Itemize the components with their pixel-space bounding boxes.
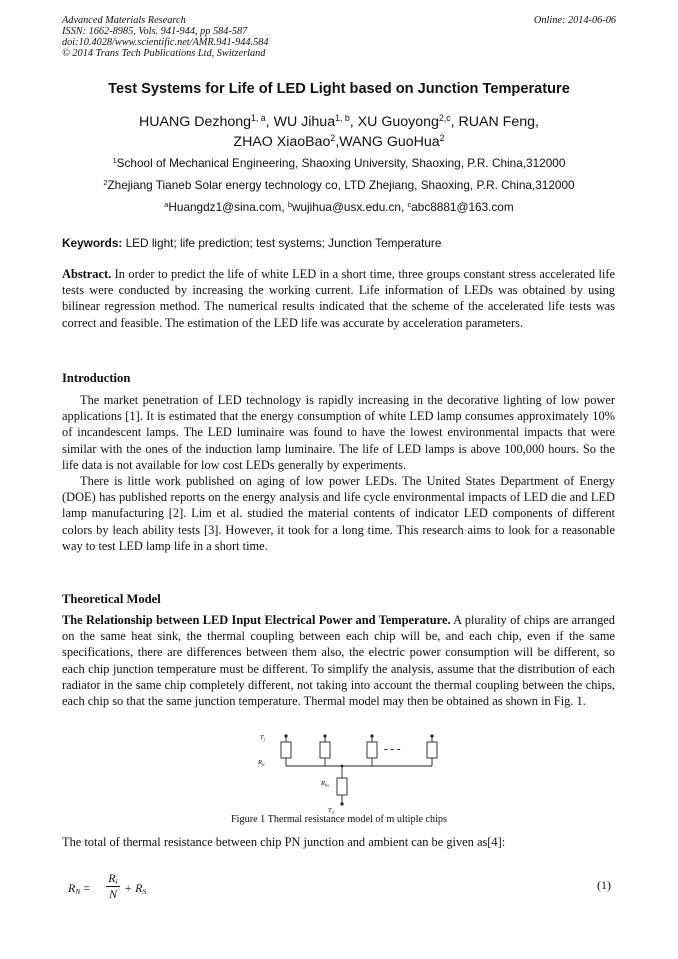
author-line-2 (0, 132, 678, 152)
affiliation-mark: 1 (112, 155, 117, 165)
author-name: HUANG Dezhong (139, 114, 252, 130)
author-affil-mark: 2,c (438, 113, 451, 124)
ellipsis-dots: - - - (384, 743, 401, 755)
equation-1 (62, 872, 615, 902)
journal-header (62, 15, 616, 59)
equation-rhs: + $R_S$ (124, 881, 147, 896)
author-list (0, 112, 678, 152)
copyright-line: © 2014 Trans Tech Publications Ltd, Switzerland (62, 48, 266, 59)
keywords-label: Keywords: (62, 236, 123, 250)
author-name: , XU Guoyong (349, 114, 439, 130)
abstract-label: Abstract. (62, 267, 112, 281)
author-name: ,WANG GuoHua (335, 134, 440, 150)
equation-fraction: $R_i$ N (106, 872, 120, 901)
figure-caption: Figure 1 Thermal resistance model of m ultiple chips (231, 814, 447, 825)
paragraph: There is little work published on aging of low power LEDs. The United States Department of Energy (DOE) has published reports on the energy analysis and life cycle environmental impacts of LED die and LED lamp manufacturing [2]. Lim et al. studied the material contents of indicator LED components of different colors by leach ability tests [3]. However, it took for a long time. This research aims to look for a reasonable way to test LED lamp life in a short time. (62, 474, 615, 553)
paragraph: The market penetration of LED technology is rapidly increasing in the decorative lighting of low power applications [1]. It is estimated that the energy consumption of white LED lamp consumes approximately 10% of incandescent lamps. The LED luminaire was found to have the lowest environmental impacts that were similar with the ones of the induction lamp luminaire. The life of LED lamps is above 100,000 hours. So the life data is not available for low cost LEDs generally by experiments. (62, 393, 615, 472)
author-affil-mark: 2 (439, 133, 445, 144)
paragraph: A plurality of chips are arranged on the same heat sink, the thermal coupling between each chip will be, and each chip, even if the same specifications, there are differences between them also, the electric power consumption will be different, so each chip junction temperature must be different. To simplify the analysis, assume that the distribution of each radiator in the same chip completely different, not taking into account the thermal coupling between the chips, each chip so that the same junction temperature. Thermal model may then be obtained as shown in Fig. 1. (62, 613, 615, 709)
label-ta: $T_a$ (328, 807, 334, 815)
keywords-text: LED light; life prediction; test systems; Junction Temperature (122, 236, 442, 250)
doi-line: doi:10.4028/www.scientific.net/AMR.941-944.584 (62, 37, 269, 48)
subsection-label: The Relationship between LED Input Electrical Power and Temperature. (62, 613, 451, 627)
author-name: , WU Jihua (265, 114, 336, 130)
issn-line: ISSN: 1662-8985, Vols. 941-944, pp 584-587 (62, 26, 248, 37)
introduction-body (62, 392, 615, 554)
theory-body (62, 612, 615, 709)
equation-number: (1) (597, 878, 611, 892)
email-a: Huangdz1@sina.com, (168, 200, 288, 214)
email-mark: a (164, 199, 169, 209)
section-heading-introduction: Introduction (62, 371, 131, 385)
affiliation-2 (0, 178, 678, 192)
online-date: Online: 2014-06-06 (533, 15, 616, 26)
equation-lhs: $R_N$ = (68, 881, 91, 896)
paper-title: Test Systems for Life of LED Light based on Junction Temperature (108, 81, 570, 97)
abstract-text: In order to predict the life of white LED in a short time, three groups constant stress accelerated life tests were conducted by increasing the working current. Life information of LEDs was obtained by using bilinear regression method. The numerical results indicated that the scheme of the accelerated life tests was correct and feasible. The estimation of the LED life was accurate by acceleration parameters. (62, 267, 615, 330)
author-line-1 (0, 112, 678, 132)
keywords (62, 236, 441, 250)
email-mark: c (407, 199, 412, 209)
journal-name: Advanced Materials Research (62, 15, 186, 26)
email-b: wujihua@usx.edu.cn, (291, 200, 408, 214)
author-name: , RUAN Feng, (450, 114, 539, 130)
author-affil-mark: 1, b (335, 113, 350, 124)
affiliation-text: School of Mechanical Engineering, Shaoxing University, Shaoxing, P.R. China,312000 (116, 156, 566, 170)
abstract (62, 266, 615, 331)
email-c: abc8881@163.com (411, 200, 514, 214)
author-name: ZHAO XiaoBao (233, 134, 331, 150)
affiliation-mark: 2 (103, 177, 108, 187)
label-rjc: $R_{jc}$ (258, 759, 266, 767)
author-affil-mark: 2 (330, 133, 336, 144)
section-heading-theoretical-model: Theoretical Model (62, 592, 161, 606)
label-tj: $T_j$ (260, 734, 265, 742)
affiliation-text: Zhejiang Tianeb Solar energy technology co, LTD Zhejiang, Shaoxing, P.R. China,312000 (107, 178, 575, 192)
email-line (0, 200, 678, 214)
body-text-after-figure: The total of thermal resistance between chip PN junction and ambient can be given as[4]: (62, 835, 506, 849)
label-rhs: $R_{hs}$ (321, 780, 329, 788)
author-affil-mark: 1, a (251, 113, 266, 124)
affiliation-1 (0, 156, 678, 170)
email-mark: b (287, 199, 292, 209)
thermal-resistance-figure (252, 730, 442, 815)
